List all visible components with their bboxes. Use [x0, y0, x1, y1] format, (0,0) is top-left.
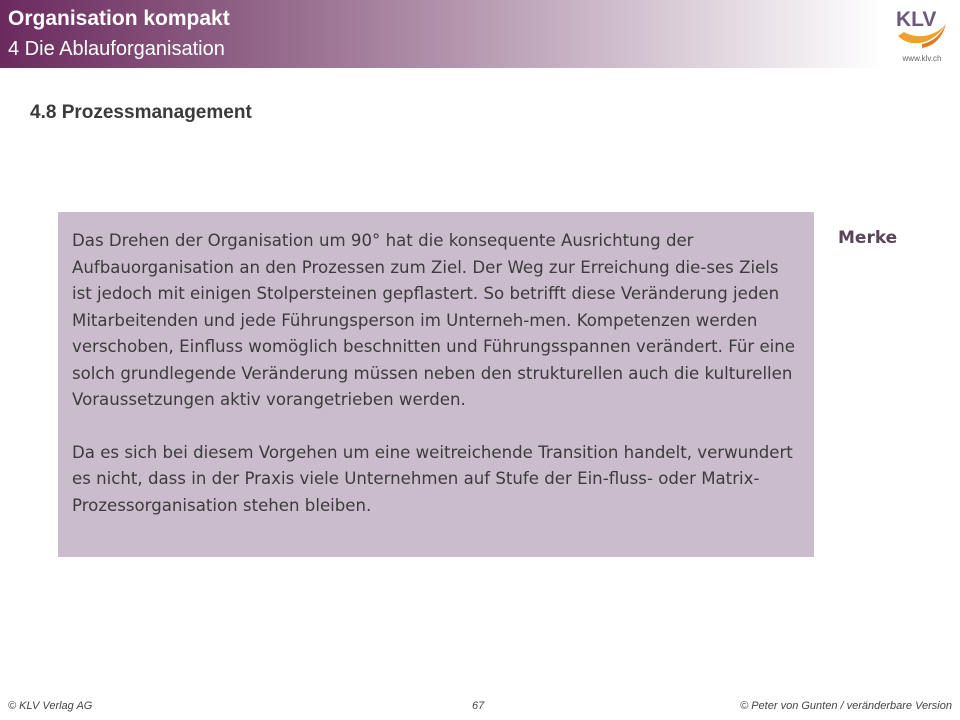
- footer-author: © Peter von Gunten / veränderbare Version: [740, 700, 952, 712]
- klv-logo-icon: [892, 2, 952, 54]
- merke-paragraph-1: Das Drehen der Organisation um 90° hat die konsequente Ausrichtung der Aufbauorganisation an den Prozessen zum Ziel. Der Weg zur Erreichung die-ses Ziels ist jedoch mit einigen Stolpersteinen gepflastert. So betrifft diese Veränderung jeden Mitarbeitenden und jede Führungsperson im Unterneh-men. Kompetenzen werden verschoben, Einfluss womöglich beschnitten und Führungsspannen verändert. Für eine solch grundlegende Veränderung müssen neben den strukturellen auch die kulturellen Voraussetzungen aktiv vorangetrieben werden.: [72, 231, 796, 409]
- header-subtitle: 4 Die Ablauforganisation: [8, 38, 225, 60]
- footer-copyright: © KLV Verlag AG: [8, 700, 93, 712]
- logo-url: www.klv.ch: [902, 54, 942, 63]
- logo-text: KLV: [896, 8, 937, 31]
- klv-logo: [892, 2, 952, 64]
- merke-label: Merke: [838, 228, 898, 248]
- section-title: 4.8 Prozessmanagement: [30, 102, 252, 123]
- page-number: 67: [472, 700, 485, 712]
- header-band: [0, 0, 960, 68]
- merke-box: [58, 212, 814, 557]
- header-title: Organisation kompakt: [8, 7, 230, 30]
- merke-paragraph-2: Da es sich bei diesem Vorgehen um eine weitreichende Transition handelt, verwundert es nicht, dass in der Praxis viele Unternehmen auf Stufe der Ein-fluss- oder Matrix-Prozessorganisation stehen bleiben.: [72, 442, 793, 515]
